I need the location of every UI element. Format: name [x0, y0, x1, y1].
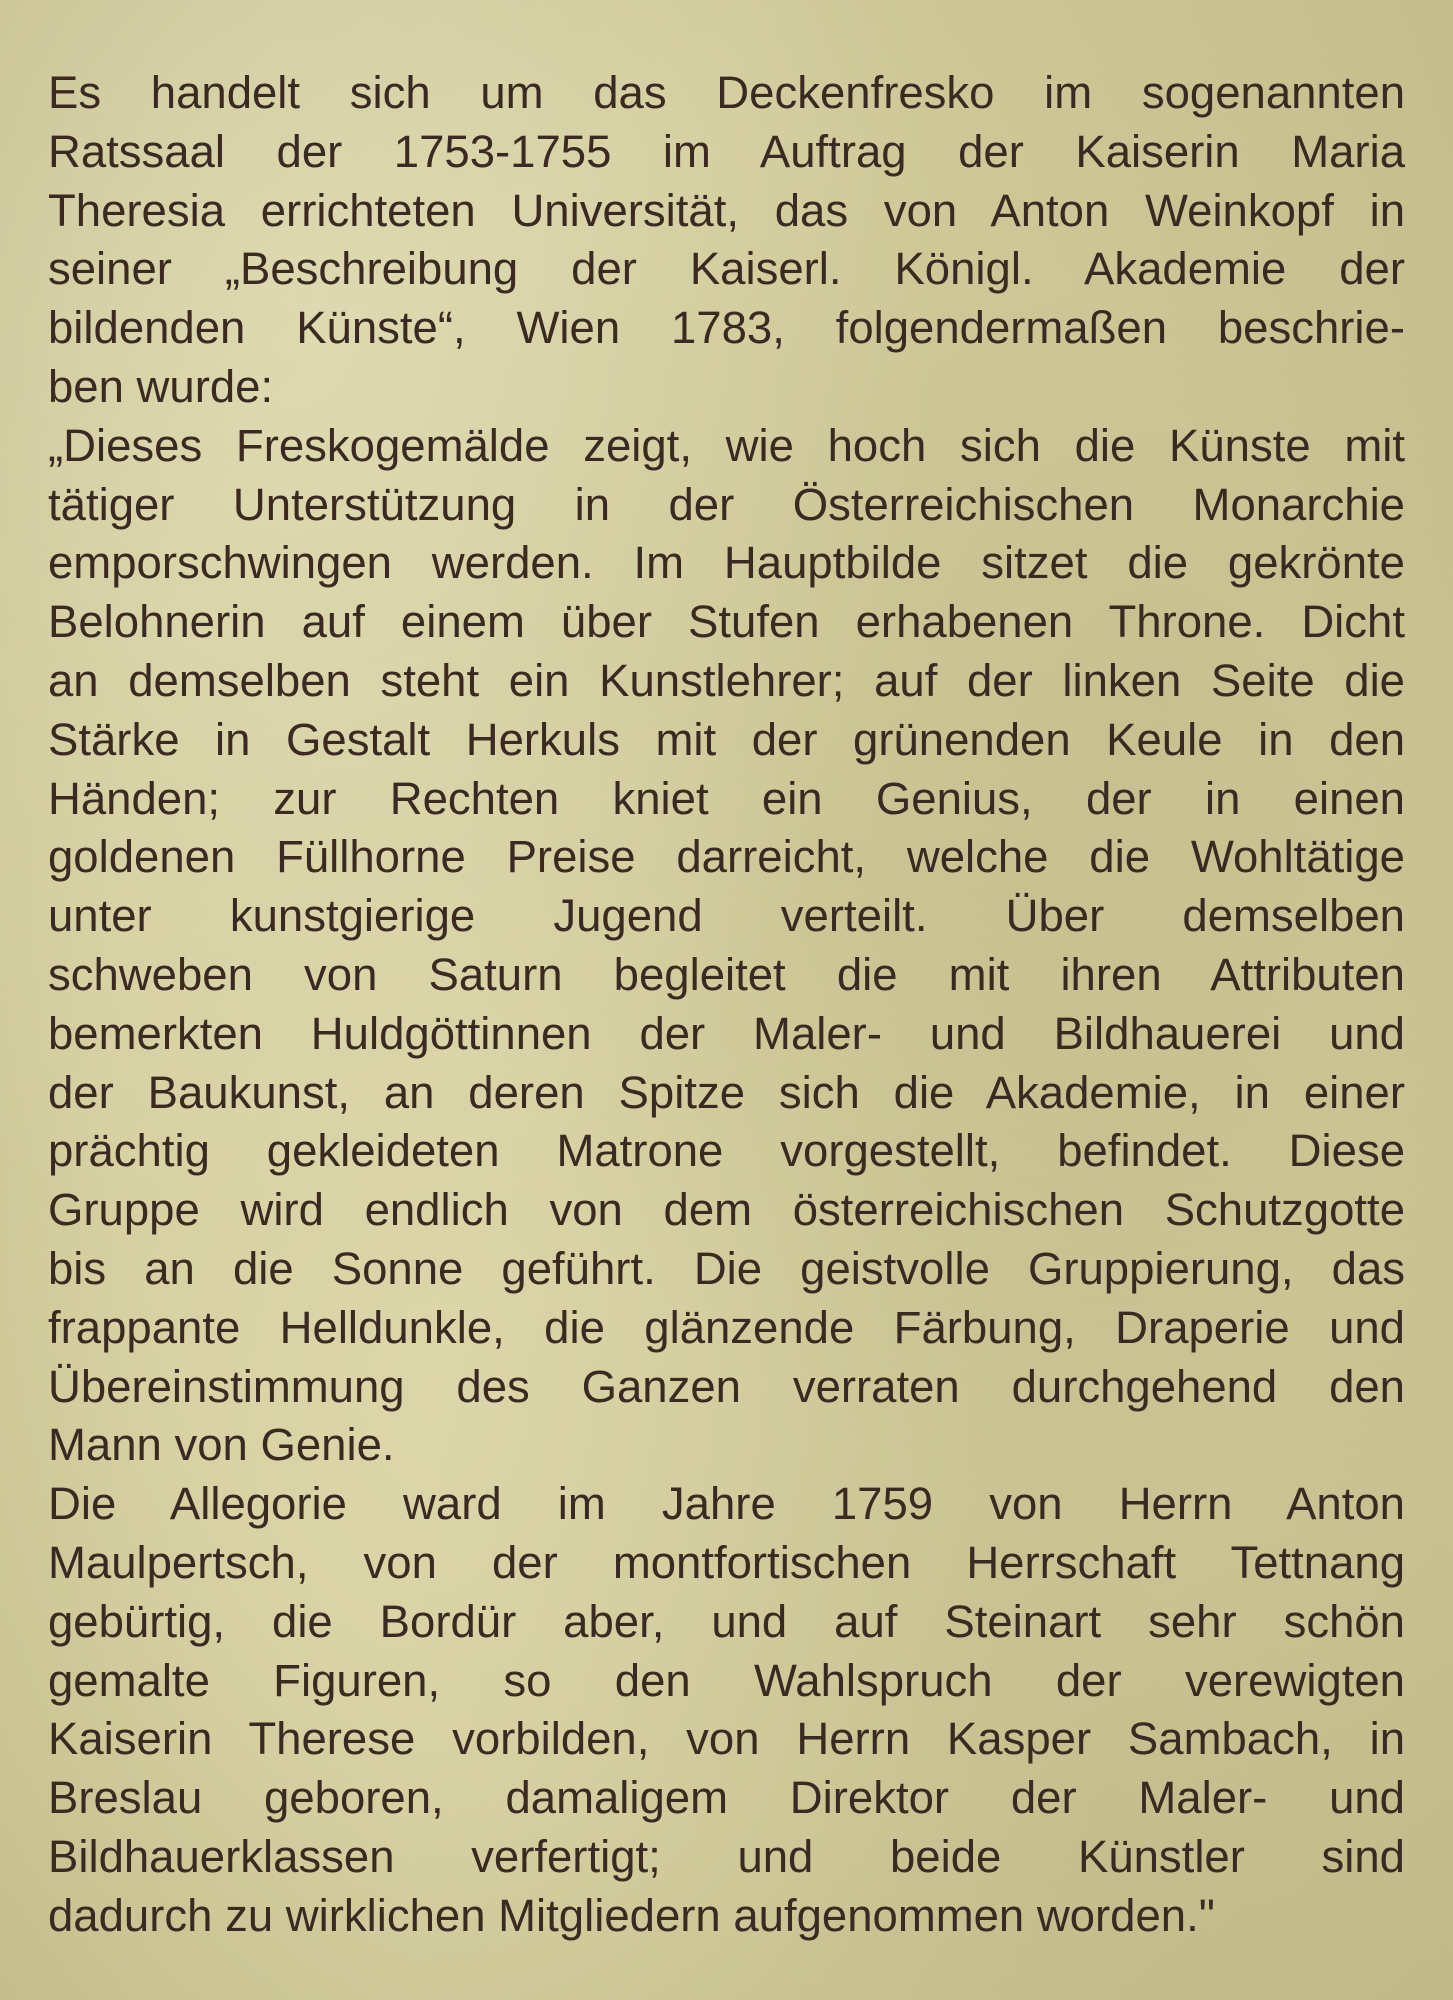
text-line: Gruppe wird endlich von dem österreichischen Schutzgotte	[48, 1184, 1405, 1236]
text-line: tätiger Unterstützung in der Österreichischen Monarchie	[48, 478, 1405, 530]
text-line: seiner „Beschreibung der Kaiserl. Königl. Akademie der	[48, 243, 1405, 295]
text-line: Maulpertsch, von der montfortischen Herrschaft Tettnang	[48, 1536, 1405, 1588]
text-line: „Dieses Freskogemälde zeigt, wie hoch sich die Künste mit	[48, 419, 1405, 471]
text-line: Mann von Genie.	[48, 1419, 395, 1471]
text-line: Die Allegorie ward im Jahre 1759 von Herrn Anton	[48, 1478, 1405, 1530]
text-line: Übereinstimmung des Ganzen verraten durchgehend den	[48, 1360, 1405, 1412]
text-line: Kaiserin Therese vorbilden, von Herrn Kasper Sambach, in	[48, 1713, 1405, 1765]
body-text	[48, 64, 1405, 1946]
text-line: prächtig gekleideten Matrone vorgestellt, befindet. Diese	[48, 1125, 1405, 1177]
text-line: Ratssaal der 1753-1755 im Auftrag der Kaiserin Maria	[48, 125, 1405, 177]
text-line: ben wurde:	[48, 360, 274, 412]
text-line: Stärke in Gestalt Herkuls mit der grünenden Keule in den	[48, 713, 1405, 765]
text-line: bis an die Sonne geführt. Die geistvolle Gruppierung, das	[48, 1242, 1405, 1294]
text-line: dadurch zu wirklichen Mitgliedern aufgenommen worden."	[48, 1889, 1215, 1941]
text-line: bemerkten Huldgöttinnen der Maler- und Bildhauerei und	[48, 1007, 1405, 1059]
text-line: emporschwingen werden. Im Hauptbilde sitzet die gekrönte	[48, 537, 1405, 589]
text-line: der Baukunst, an deren Spitze sich die Akademie, in einer	[48, 1066, 1405, 1118]
text-line: schweben von Saturn begleitet die mit ihren Attributen	[48, 948, 1405, 1000]
text-line: Breslau geboren, damaligem Direktor der Maler- und	[48, 1772, 1405, 1824]
text-line: Es handelt sich um das Deckenfresko im sogenannten	[48, 67, 1405, 118]
text-line: Belohnerin auf einem über Stufen erhabenen Throne. Dicht	[48, 596, 1405, 648]
text-line: gebürtig, die Bordür aber, und auf Steinart sehr schön	[48, 1595, 1405, 1647]
text-line: gemalte Figuren, so den Wahlspruch der verewigten	[48, 1654, 1405, 1706]
text-line: bildenden Künste“, Wien 1783, folgendermaßen beschrie-	[48, 302, 1405, 354]
text-line: goldenen Füllhorne Preise darreicht, welche die Wohltätige	[48, 831, 1405, 883]
text-line: unter kunstgierige Jugend verteilt. Über demselben	[48, 890, 1405, 942]
text-line: frappante Helldunkle, die glänzende Färbung, Draperie und	[48, 1301, 1405, 1353]
text-line: an demselben steht ein Kunstlehrer; auf der linken Seite die	[48, 654, 1405, 706]
text-line: Bildhauerklassen verfertigt; und beide Künstler sind	[48, 1830, 1405, 1882]
text-line: Theresia errichteten Universität, das von Anton Weinkopf in	[48, 184, 1405, 236]
text-line: Händen; zur Rechten kniet ein Genius, der in einen	[48, 772, 1405, 824]
